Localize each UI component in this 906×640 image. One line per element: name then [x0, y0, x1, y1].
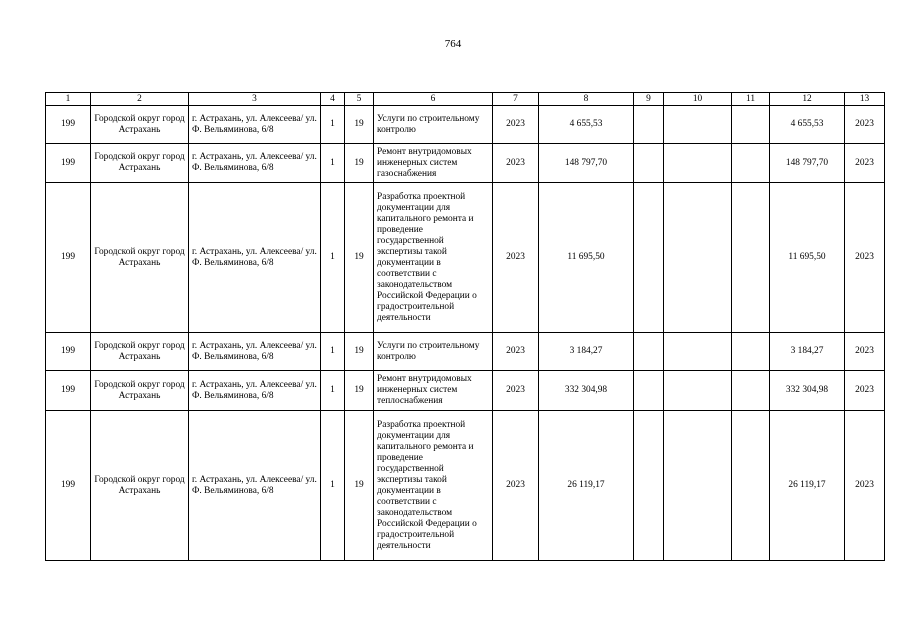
cell-col13: 2023 [845, 333, 885, 371]
cell-col13: 2023 [845, 183, 885, 333]
cell-col11 [732, 144, 770, 183]
cell-col13: 2023 [845, 371, 885, 411]
table-row [46, 333, 885, 371]
column-number-row [46, 93, 885, 106]
cell-municipality: Городской округ город Астрахань [91, 183, 189, 333]
cell-col4: 1 [321, 411, 345, 561]
cell-number: 199 [46, 144, 91, 183]
cell-number: 199 [46, 371, 91, 411]
col-header-2: 2 [91, 93, 189, 106]
table-row [46, 183, 885, 333]
cell-col5: 19 [345, 333, 374, 371]
cell-col12: 332 304,98 [770, 371, 845, 411]
cell-address: г. Астрахань, ул. Алексеева/ ул. Ф. Вельяминова, 6/8 [189, 106, 321, 144]
cell-work-type: Ремонт внутридомовых инженерных систем теплоснабжения [374, 371, 493, 411]
cell-col10 [664, 333, 732, 371]
cell-col9 [634, 411, 664, 561]
repair-schedule-table [45, 92, 885, 561]
col-header-1: 1 [46, 93, 91, 106]
cell-col9 [634, 183, 664, 333]
col-header-13: 13 [845, 93, 885, 106]
cell-municipality: Городской округ город Астрахань [91, 411, 189, 561]
cell-cost: 4 655,53 [539, 106, 634, 144]
cell-col4: 1 [321, 144, 345, 183]
col-header-10: 10 [664, 93, 732, 106]
cell-col12: 11 695,50 [770, 183, 845, 333]
cell-col4: 1 [321, 333, 345, 371]
cell-number: 199 [46, 183, 91, 333]
cell-cost: 11 695,50 [539, 183, 634, 333]
cell-municipality: Городской округ город Астрахань [91, 144, 189, 183]
cell-year: 2023 [493, 411, 539, 561]
col-header-7: 7 [493, 93, 539, 106]
cell-work-type: Ремонт внутридомовых инженерных систем газоснабжения [374, 144, 493, 183]
cell-address: г. Астрахань, ул. Алексеева/ ул. Ф. Вельяминова, 6/8 [189, 144, 321, 183]
col-header-11: 11 [732, 93, 770, 106]
cell-cost: 332 304,98 [539, 371, 634, 411]
col-header-12: 12 [770, 93, 845, 106]
table-row [46, 411, 885, 561]
cell-col12: 4 655,53 [770, 106, 845, 144]
cell-work-type: Разработка проектной документации для капитального ремонта и проведение государственной экспертизы такой документации в соответствии с законодательством Российской Федерации о градостроительной деятельности [374, 183, 493, 333]
cell-col11 [732, 371, 770, 411]
col-header-9: 9 [634, 93, 664, 106]
cell-col12: 3 184,27 [770, 333, 845, 371]
cell-col4: 1 [321, 106, 345, 144]
cell-col10 [664, 106, 732, 144]
cell-number: 199 [46, 333, 91, 371]
cell-col13: 2023 [845, 144, 885, 183]
cell-address: г. Астрахань, ул. Алексеева/ ул. Ф. Вельяминова, 6/8 [189, 371, 321, 411]
cell-col5: 19 [345, 371, 374, 411]
cell-col9 [634, 333, 664, 371]
cell-address: г. Астрахань, ул. Алексеева/ ул. Ф. Вельяминова, 6/8 [189, 411, 321, 561]
cell-col12: 148 797,70 [770, 144, 845, 183]
cell-col11 [732, 411, 770, 561]
cell-col4: 1 [321, 183, 345, 333]
cell-col10 [664, 144, 732, 183]
table-row [46, 371, 885, 411]
page-number: 764 [444, 38, 462, 50]
cell-cost: 148 797,70 [539, 144, 634, 183]
cell-col9 [634, 371, 664, 411]
cell-address: г. Астрахань, ул. Алексеева/ ул. Ф. Вельяминова, 6/8 [189, 333, 321, 371]
table-row [46, 106, 885, 144]
cell-col9 [634, 144, 664, 183]
col-header-6: 6 [374, 93, 493, 106]
cell-year: 2023 [493, 183, 539, 333]
cell-col11 [732, 106, 770, 144]
cell-cost: 26 119,17 [539, 411, 634, 561]
cell-number: 199 [46, 106, 91, 144]
cell-year: 2023 [493, 144, 539, 183]
cell-cost: 3 184,27 [539, 333, 634, 371]
col-header-4: 4 [321, 93, 345, 106]
cell-year: 2023 [493, 333, 539, 371]
cell-municipality: Городской округ город Астрахань [91, 371, 189, 411]
cell-work-type: Услуги по строительному контролю [374, 106, 493, 144]
cell-col10 [664, 371, 732, 411]
cell-col5: 19 [345, 106, 374, 144]
cell-number: 199 [46, 411, 91, 561]
cell-col12: 26 119,17 [770, 411, 845, 561]
cell-col4: 1 [321, 371, 345, 411]
cell-year: 2023 [493, 106, 539, 144]
cell-col5: 19 [345, 183, 374, 333]
cell-address: г. Астрахань, ул. Алексеева/ ул. Ф. Вельяминова, 6/8 [189, 183, 321, 333]
col-header-8: 8 [539, 93, 634, 106]
cell-municipality: Городской округ город Астрахань [91, 333, 189, 371]
table-row [46, 144, 885, 183]
cell-col10 [664, 183, 732, 333]
cell-col5: 19 [345, 411, 374, 561]
cell-col11 [732, 333, 770, 371]
cell-col13: 2023 [845, 106, 885, 144]
col-header-5: 5 [345, 93, 374, 106]
cell-work-type: Услуги по строительному контролю [374, 333, 493, 371]
col-header-3: 3 [189, 93, 321, 106]
cell-col11 [732, 183, 770, 333]
cell-col13: 2023 [845, 411, 885, 561]
cell-col10 [664, 411, 732, 561]
cell-col5: 19 [345, 144, 374, 183]
cell-col9 [634, 106, 664, 144]
cell-year: 2023 [493, 371, 539, 411]
cell-municipality: Городской округ город Астрахань [91, 106, 189, 144]
cell-work-type: Разработка проектной документации для капитального ремонта и проведение государственной экспертизы такой документации в соответствии с законодательством Российской Федерации о градостроительной деятельности [374, 411, 493, 561]
